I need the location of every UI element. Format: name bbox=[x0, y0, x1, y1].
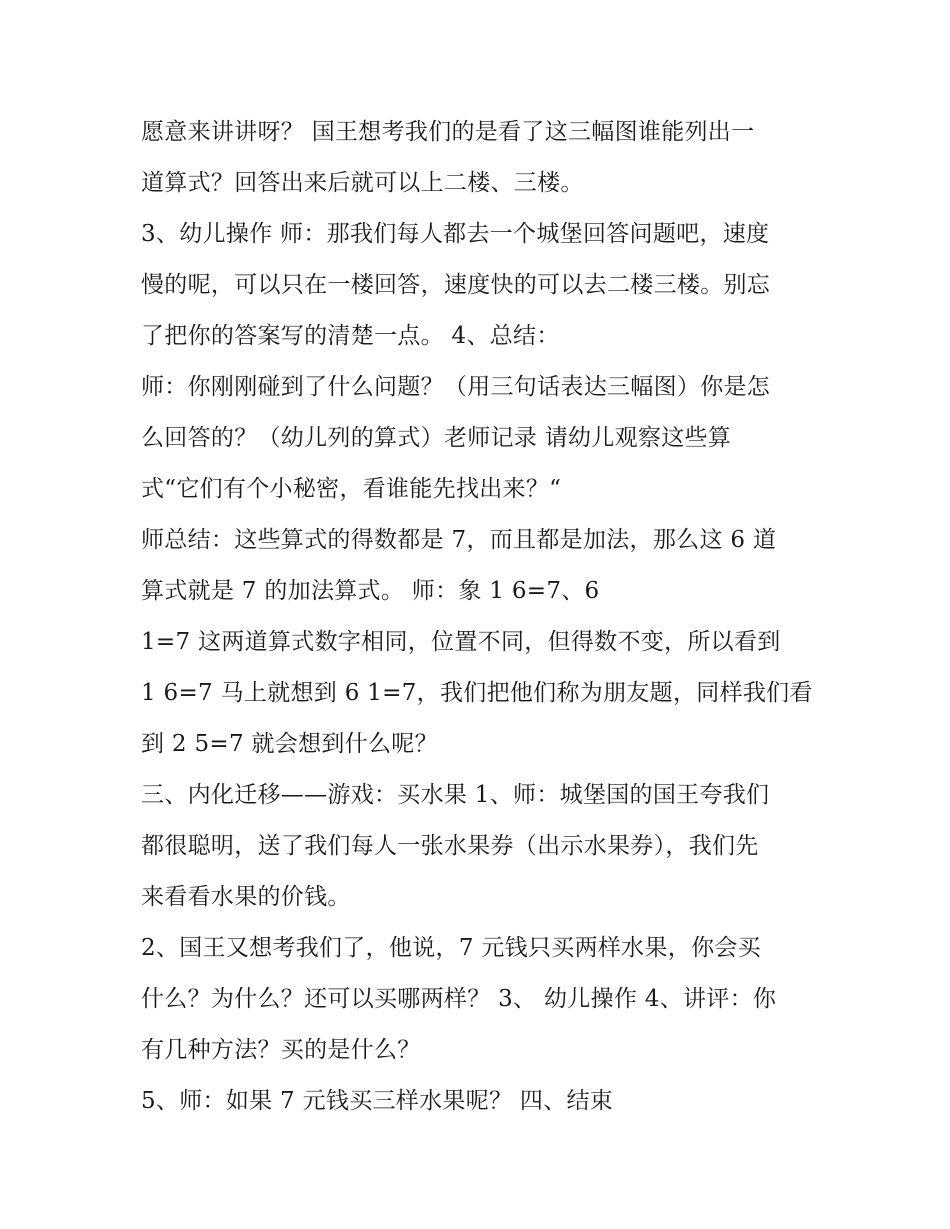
text-line: 慢的呢，可以只在一楼回答，速度快的可以去二楼三楼。别忘 bbox=[141, 272, 771, 298]
text-line: 道算式？回答出来后就可以上二楼、三楼。 bbox=[141, 170, 584, 196]
text-line: 什么？为什么？还可以买哪两样？ 3、 幼儿操作 4、讲评：你 bbox=[141, 986, 777, 1012]
text-line: 有几种方法？买的是什么？ bbox=[141, 1037, 421, 1063]
text-line: 5、师：如果 7 元钱买三样水果呢？ 四、结束 bbox=[141, 1088, 614, 1114]
text-line: 到 2 5=7 就会想到什么呢？ bbox=[141, 731, 438, 757]
text-line: 师：你刚刚碰到了什么问题？（用三句话表达三幅图）你是怎 bbox=[141, 374, 771, 400]
text-line: 了把你的答案写的清楚一点。 4、总结： bbox=[141, 323, 560, 349]
text-line: 3、幼儿操作 师：那我们每人都去一个城堡回答问题吧，速度 bbox=[141, 221, 770, 247]
text-line: 1 6=7 马上就想到 6 1=7，我们把他们称为朋友题，同样我们看 bbox=[141, 680, 813, 706]
text-line: 都很聪明，送了我们每人一张水果券（出示水果券），我们先 bbox=[141, 833, 759, 859]
text-line: 算式就是 7 的加法算式。 师：象 1 6=7、6 bbox=[141, 578, 600, 604]
text-line: 1=7 这两道算式数字相同，位置不同，但得数不变，所以看到 bbox=[141, 629, 781, 655]
text-line: 来看看水果的价钱。 bbox=[141, 884, 351, 910]
text-line: 2、国王又想考我们了，他说，7 元钱只买两样水果，你会买 bbox=[141, 935, 761, 961]
text-line: 师总结：这些算式的得数都是 7，而且都是加法，那么这 6 道 bbox=[141, 527, 777, 553]
text-line: 三、内化迁移——游戏：买水果 1、师：城堡国的国王夸我们 bbox=[141, 782, 770, 808]
document-body bbox=[141, 107, 841, 1127]
text-line: 愿意来讲讲呀？ 国王想考我们的是看了这三幅图谁能列出一 bbox=[141, 119, 755, 145]
text-line: 式“它们有个小秘密，看谁能先找出来？“ bbox=[141, 476, 562, 502]
text-line: 么回答的？（幼儿列的算式）老师记录 请幼儿观察这些算 bbox=[141, 425, 732, 451]
